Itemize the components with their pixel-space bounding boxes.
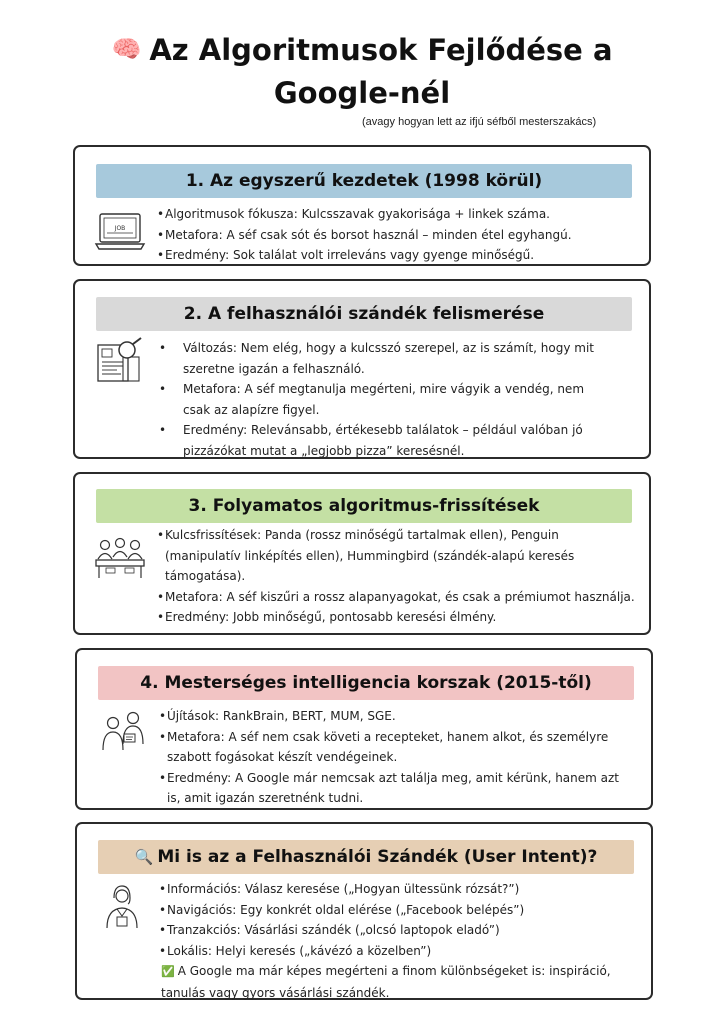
businesswoman-icon	[95, 882, 149, 932]
list-item: • Metafora: A séf nem csak követi a recepteket, hanem alkot, és személyre szabott fogásokat készít vendégeinek.	[159, 727, 629, 768]
title-line-1: Az Algoritmusok Fejlődése a	[149, 33, 613, 67]
section-list-5	[159, 879, 629, 961]
section-card-4	[75, 648, 653, 810]
section-card-1	[73, 145, 651, 266]
title-line-2: Google-nél	[273, 76, 451, 110]
section-list-1	[157, 204, 637, 266]
document-magnifier-icon	[93, 337, 147, 387]
section-heading-3: 3. Folyamatos algoritmus-frissítések	[96, 489, 632, 523]
section-list-2	[157, 338, 607, 462]
page-subtitle: (avagy hogyan lett az ifjú séfből mesterszakács)	[362, 116, 597, 128]
page-title	[0, 28, 724, 115]
list-item: • Információs: Válasz keresése („Hogyan ültessünk rózsát?”)	[159, 879, 629, 900]
list-item: • Eredmény: Sok találat volt irreleváns vagy gyenge minőségű.	[157, 245, 637, 266]
list-item: • Metafora: A séf csak sót és borsot használ – minden étel egyhangú.	[157, 225, 637, 246]
laptop-job-icon	[93, 208, 147, 258]
section-heading-1: 1. Az egyszerű kezdetek (1998 körül)	[96, 164, 632, 198]
list-item: • Metafora: A séf megtanulja megérteni, mire vágyik a vendég, nem csak az alapízre figyel.	[157, 379, 607, 420]
section-heading-5: 🔍 Mi is az a Felhasználói Szándék (User Intent)?	[98, 840, 634, 874]
magnifier-icon: 🔍	[134, 848, 154, 866]
list-item: • Eredmény: Relevánsabb, értékesebb találatok – például valóban jó pizzázókat mutat a „legjobb pizza” keresésnél.	[157, 420, 607, 461]
list-item: • Algoritmusok fókusza: Kulcsszavak gyakorisága + linkek száma.	[157, 204, 637, 225]
list-item: • Metafora: A séf kiszűri a rossz alapanyagokat, és csak a prémiumot használja.	[157, 587, 637, 608]
list-item: • Eredmény: A Google már nemcsak azt találja meg, amit kérünk, hanem azt is, amit igazán szeretnénk tudni.	[159, 768, 629, 809]
section-heading-2: 2. A felhasználói szándék felismerése	[96, 297, 632, 331]
people-discussion-icon	[95, 708, 149, 758]
section-list-4	[159, 706, 629, 809]
section-heading-4: 4. Mesterséges intelligencia korszak (2015-től)	[98, 666, 634, 700]
brain-icon: 🧠	[111, 35, 142, 63]
list-item: • Tranzakciós: Vásárlási szándék („olcsó laptopok eladó”)	[159, 920, 629, 941]
team-meeting-icon	[93, 532, 147, 582]
list-item: • Újítások: RankBrain, BERT, MUM, SGE.	[159, 706, 629, 727]
section-card-3	[73, 472, 651, 635]
section-card-2	[73, 279, 651, 459]
list-item: • Kulcsfrissítések: Panda (rossz minőségű tartalmak ellen), Penguin (manipulatív linképítés ellen), Hummingbird (szándék-alapú keresés támogatása).	[157, 525, 637, 587]
list-item: • Változás: Nem elég, hogy a kulcsszó szerepel, az is számít, hogy mit szeretne igazán a felhasználó.	[157, 338, 607, 379]
laptop-screen-label: JOB	[114, 225, 126, 232]
list-item: • Navigációs: Egy konkrét oldal elérése („Facebook belépés”)	[159, 900, 629, 921]
check-icon: ✅	[161, 965, 175, 978]
intent-note: ✅ A Google ma már képes megérteni a finom különbségeket is: inspiráció, tanulás vagy gyors vásárlási szándék.	[161, 964, 611, 1000]
list-item: • Eredmény: Jobb minőségű, pontosabb keresési élmény.	[157, 607, 637, 628]
list-item: • Lokális: Helyi keresés („kávézó a közelben”)	[159, 941, 629, 962]
section-list-3	[157, 525, 637, 628]
section-card-5	[75, 822, 653, 1000]
